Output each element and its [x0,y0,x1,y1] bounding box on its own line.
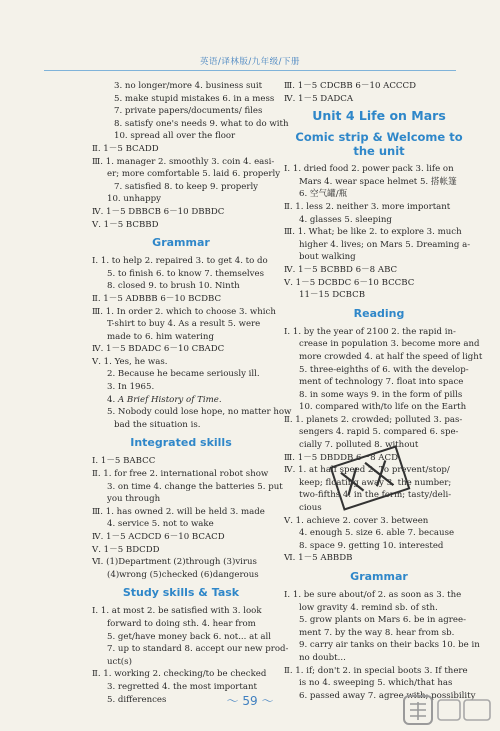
answer-line: 4. service 5. not to wake [107,519,214,530]
answer-line: 7. private papers/documents/ files [114,106,263,117]
answer-line: 3. regretted 4. the most important [107,681,257,692]
page-number: ～ 59 ～ [226,694,274,708]
answer-line: cious [299,503,322,514]
answer-line: Ⅰ. 1－5 BABCC [92,456,156,467]
right-column [284,80,483,702]
answer-line: 9. carry air tanks on their backs 10. be in [299,640,480,651]
answer-line: 8. satisfy one's needs 9. what to do with [114,118,289,129]
answer-line: keep; floating away 3. the number; [299,477,452,488]
answer-line: 6. 空气罐/瓶 [299,189,348,200]
section-title-study: Study skills & Task [122,586,240,600]
answer-line: Ⅰ. 1. be sure about/of 2. as soon as 3. the [284,590,462,600]
answer-line: Ⅳ. 1－5 BCBBD 6－8 ABC [284,264,398,275]
grammar-answers-right [284,589,480,702]
answer-line: 3. no longer/more 4. business suit [114,81,263,91]
section-title-integrated: Integrated skills [130,436,232,450]
answer-line: Ⅲ. 1. What; be like 2. to explore 3. much [284,227,462,238]
left-pre [92,80,289,231]
grammar-answers-tail [92,406,292,431]
answer-line: Ⅱ. 1－5 ADBBB 6－10 BCDBC [92,293,222,304]
answer-line: Ⅱ. 1. if; don't 2. in special boots 3. If there [284,665,468,676]
answer-line: 10. spread all over the floor [114,131,236,142]
answer-line: Ⅱ. 1. for free 2. international robot show [92,469,269,480]
answer-line: Ⅲ. 1－5 DBDDB 6－8 ACD [284,452,398,463]
answer-line: Ⅵ. 1－5 ABBDB [284,553,353,564]
answer-line: 4. glasses 5. sleeping [299,214,392,225]
answer-line: 3. In 1965. [107,382,155,393]
answer-line: 6. passed away 7. agree with; possibility [299,690,476,701]
answer-line: 3. on time 4. change the batteries 5. put [107,481,283,492]
answer-line: Ⅳ. 1－5 BDADC 6－10 CBADC [92,344,225,355]
study-answers [92,605,289,706]
answer-line: Ⅱ. 1－5 BCADD [92,143,159,154]
answer-line: Ⅳ. 1－5 DBBCB 6－10 DBBDC [92,206,225,217]
watermark-logo-icon [402,694,494,728]
answer-line: T-shirt to buy 4. As a result 5. were [107,319,261,330]
header-title: 英语/译林版/九年级/下册 [199,57,301,67]
answer-line: Ⅴ. 1－5 BCBBD [92,219,159,230]
integrated-answers [92,455,283,581]
answer-line: 2. Because he became seriously ill. [107,369,260,380]
right-pre [284,80,474,105]
answer-line: Ⅴ. 1－5 BDCDD [92,544,160,555]
answer-line: Ⅳ. 1. at half speed 2. To prevent/stop/ [284,465,450,476]
answer-line: 10. unhappy [107,194,161,205]
answer-line: Ⅰ. 1. to help 2. repaired 3. to get 4. to do [92,256,268,267]
answer-line: 8. in some ways 9. in the form of pills [299,389,463,400]
answer-line: Ⅱ. 1. working 2. checking/to be checked [92,669,267,680]
answer-line: 5. get/have money back 6. not... at all [107,631,272,642]
answer-line: 5. differences [107,694,167,705]
answer-line: bad the situation is. [114,419,201,430]
answer-line: 5. grow plants on Mars 6. be in agree- [299,615,466,626]
answer-line: uct(s) [107,656,132,667]
answer-line: 11－15 DCBCB [299,290,366,301]
answer-line: forward to doing sth. 4. hear from [107,618,256,629]
answer-line: Ⅰ. 1. by the year of 2100 2. the rapid in- [284,326,456,337]
answer-line: Ⅰ. 1. at most 2. be satisfied with 3. look [92,606,262,617]
answer-line: made to 6. him watering [107,331,214,342]
answer-line: is no 4. sweeping 5. which/that has [299,678,453,689]
answer-line: 5. Nobody could lose hope, no matter how [107,407,292,418]
section-title-grammar-right: Grammar [350,570,408,583]
answer-line: Ⅲ. 1－5 CDCBB 6－10 ACCCD [284,81,416,91]
section-title-grammar: Grammar [152,236,210,250]
answer-line: higher 4. lives; on Mars 5. Dreaming a- [299,239,471,250]
answer-line: low gravity 4. remind sb. of sth. [299,602,438,613]
answer-line: Ⅲ. 1. manager 2. smoothly 3. coin 4. easi- [92,156,275,167]
answer-line: Ⅲ. 1. has owned 2. will be held 3. made [92,506,265,517]
answer-line: er; more comfortable 5. laid 6. properly [107,169,281,180]
unit-title: Unit 4 Life on Mars [312,108,446,124]
book-title: A Brief History of Time [117,394,219,405]
answer-line: 5. three-eighths of 6. with the develop- [299,364,469,375]
answer-line: more crowded 4. at half the speed of light [299,351,483,362]
answer-line: ment of technology 7. float into space [299,377,464,388]
answer-line: Ⅴ. 1. achieve 2. cover 3. between [284,515,429,526]
answer-line: Ⅵ. (1)Department (2)through (3)virus [92,557,257,568]
section-title-comic: Comic strip & Welcome to the unit [295,130,463,159]
answer-line: 10. compared with/to life on the Earth [299,402,467,413]
answer-line: Ⅱ. 1. less 2. neither 3. more important [284,201,451,212]
answer-line: Ⅳ. 1－5 DADCA [284,93,354,104]
answer-line: 7. satisfied 8. to keep 9. properly [114,181,259,192]
left-column [92,80,292,706]
answer-line: crease in population 3. become more and [299,339,480,350]
answer-line: Ⅰ. 1. dried food 2. power pack 3. life on [284,164,454,175]
answer-line: ment 7. by the way 8. hear from sb. [299,627,455,638]
answer-line: Ⅴ. 1－5 DCBDC 6－10 BCCBC [284,277,415,288]
answer-line: cially 7. polluted 8. without [299,440,419,451]
grammar-answers [92,255,276,394]
answer-line: bout walking [299,252,356,263]
answer-line: 5. make stupid mistakes 6. in a mess [114,93,275,104]
comic-answers [284,163,474,302]
answer-line: Mars 4. wear space helmet 5. 搭帐篷 [299,176,457,187]
answer-line: you through [107,494,161,505]
answer-line: (4)wrong (5)checked (6)dangerous [107,569,259,580]
answer-line [92,394,270,407]
answer-suffix: . [218,394,222,405]
answer-line: sengers 4. rapid 5. compared 6. spe- [299,427,459,438]
answer-line: 4. enough 5. size 6. able 7. because [299,528,455,539]
answer-prefix: 4. [107,394,118,405]
running-header [44,52,456,71]
answer-line: 8. space 9. getting 10. interested [299,540,444,551]
answer-line: 5. to finish 6. to know 7. themselves [107,268,265,279]
answer-line: 7. up to standard 8. accept our new prod- [107,644,289,655]
answer-line: Ⅳ. 1－5 ACDCD 6－10 BCACD [92,532,225,542]
answer-line: Ⅲ. 1. In order 2. which to choose 3. which [92,306,276,317]
answer-line: two-fifths 4. in the form; tasty/deli- [299,490,452,501]
section-title-reading: Reading [353,306,405,320]
answer-line: 8. closed 9. to brush 10. Ninth [107,281,240,292]
answer-line: Ⅴ. 1. Yes, he was. [92,356,168,367]
answer-line: Ⅱ. 1. planets 2. crowded; polluted 3. pas- [284,414,463,425]
answer-line: no doubt... [299,652,346,663]
